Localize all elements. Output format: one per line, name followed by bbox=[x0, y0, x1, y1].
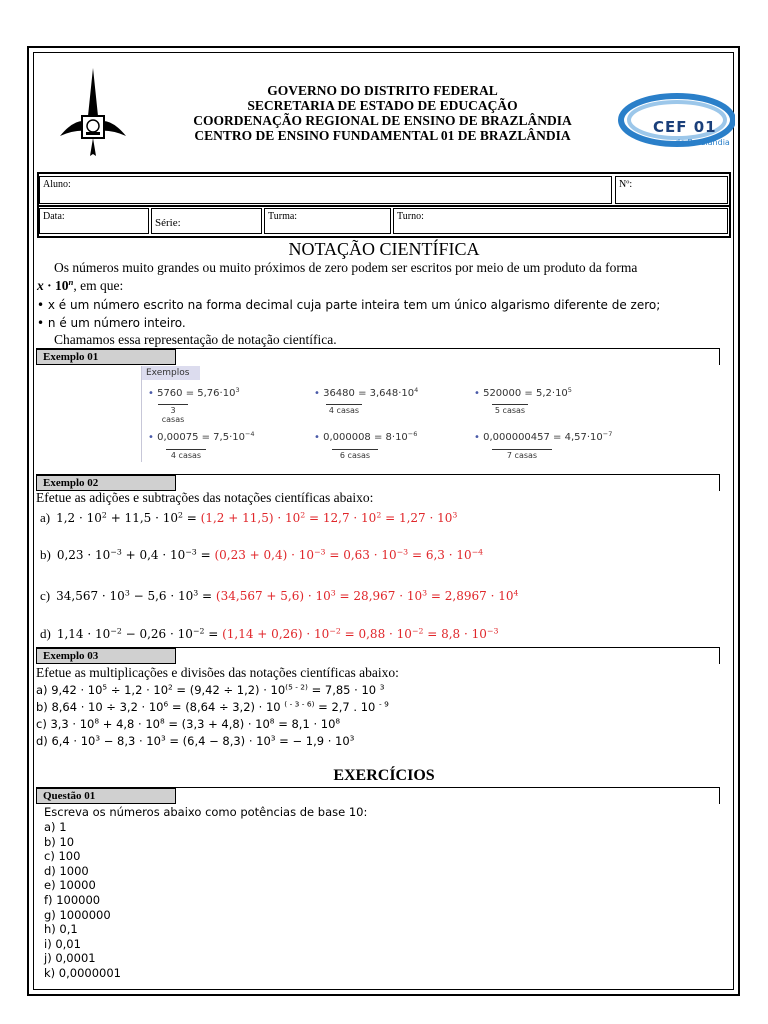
class-field[interactable] bbox=[264, 208, 391, 234]
intro-bullet-1: • x é um número escrito na forma decimal cuja parte inteira tem um único algarismo diferente de zero; bbox=[37, 298, 661, 312]
example-casas-3: 5 casas bbox=[492, 404, 528, 415]
example-item-1: • $5760 = 5,76\cdot 10^3$ bbox=[148, 386, 240, 399]
example-item-2: • $36480 = 3,648\cdot 10^4$ bbox=[314, 386, 419, 399]
example-item-5: • $0,000008 = 8\cdot 10^{-6}$ bbox=[314, 430, 418, 443]
header-line-1: GOVERNO DO DISTRITO FEDERAL bbox=[267, 83, 498, 98]
example-item-3: • $520000 = 5,2\cdot 10^5$ bbox=[474, 386, 572, 399]
example-item-4: • $0,00075 = 7,5\cdot 10^{-4}$ bbox=[148, 430, 255, 443]
header-line-3: COORDENAÇÃO REGIONAL DE ENSINO DE BRAZLÂNDIA bbox=[193, 113, 572, 128]
question-01-bar bbox=[36, 787, 720, 804]
equation-c: c) $34,567 \cdot 10^3 - 5,6 \cdot 10^3 = (34,567 + 5,6) \cdot 10^3 = 28,967 \cdot 10^3 = 2,8967 \cdot 10^4$ bbox=[40, 588, 519, 603]
header-line-4: CENTRO DE ENSINO FUNDAMENTAL 01 DE BRAZLÂNDIA bbox=[194, 128, 571, 143]
example-03-label: Exemplo 03 bbox=[36, 648, 176, 664]
example-casas-5: 6 casas bbox=[332, 449, 378, 460]
list-item: i) 0,01 bbox=[44, 936, 81, 951]
mult-b: b) $8,64 \cdot 10 \div 3,2 \cdot 10^6 = (8,64 \div 3,2) \cdot 10$ $^{( - 3 - 6)}$ = 2,7 . 10 $^{- 9}$ bbox=[36, 699, 389, 714]
example-03-intro: Efetue as multiplicações e divisões das notações científicas abaixo: bbox=[36, 665, 399, 680]
list-item: d) 1000 bbox=[44, 863, 89, 878]
examples-box bbox=[141, 366, 672, 462]
shift-label: Turno: bbox=[397, 211, 424, 222]
example-casas-1: 3 casas bbox=[158, 404, 188, 424]
list-item: g) 1000000 bbox=[44, 907, 111, 922]
example-casas-4: 4 casas bbox=[166, 449, 206, 460]
mult-d: d) $6,4 \cdot 10^3 - 8,3 \cdot 10^3 = (6,4 - 8,3) \cdot 10^3$ = − $1,9 \cdot 10^3$ bbox=[36, 733, 355, 748]
student-number-field[interactable] bbox=[615, 176, 728, 204]
header-line-2: SECRETARIA DE ESTADO DE EDUCAÇÃO bbox=[247, 98, 518, 113]
list-item: h) 0,1 bbox=[44, 922, 78, 937]
school-header bbox=[150, 83, 615, 143]
mult-c: c) $3,3 \cdot 10^8 + 4,8 \cdot 10^8 = (3,3 + 4,8) \cdot 10^8 = 8,1 \cdot 10^8$ bbox=[36, 716, 341, 731]
question-01-text: Escreva os números abaixo como potências de base 10: bbox=[44, 805, 368, 819]
example-02-label: Exemplo 02 bbox=[36, 475, 176, 491]
page-title: NOTAÇÃO CIENTÍFICA bbox=[288, 239, 480, 259]
intro-form-line: $x \cdot 10^n$, em que: bbox=[37, 276, 124, 293]
student-name-field[interactable] bbox=[39, 176, 612, 204]
mult-a: a) $9,42 \cdot 10^5 \div 1,2 \cdot 10^2 = (9,42 \div 1,2) \cdot 10^{(5 - 2)} = 7,85 \cdot 10$ $^3$ bbox=[36, 682, 385, 697]
list-item: f) 100000 bbox=[44, 892, 101, 907]
intro-closing: Chamamos essa representação de notação científica. bbox=[54, 332, 337, 347]
student-number-label: Nº: bbox=[619, 179, 633, 190]
grade-field[interactable] bbox=[151, 208, 262, 234]
question-01-list bbox=[44, 820, 121, 981]
example-casas-6: 7 casas bbox=[492, 449, 552, 460]
list-item: b) 10 bbox=[44, 834, 75, 849]
exercises-title: EXERCÍCIOS bbox=[333, 767, 435, 784]
cef-logo bbox=[615, 92, 735, 152]
examples-heading: Exemplos bbox=[142, 366, 200, 380]
list-item: k) 0,0000001 bbox=[44, 965, 121, 980]
question-01-label: Questão 01 bbox=[36, 788, 176, 804]
example-02-bar bbox=[36, 474, 720, 491]
example-casas-2: 4 casas bbox=[326, 404, 362, 415]
example-01-bar bbox=[36, 348, 720, 365]
shift-field[interactable] bbox=[393, 208, 728, 234]
example-01-label: Exemplo 01 bbox=[36, 349, 176, 365]
intro-paragraph: Os números muito grandes ou muito próximos de zero podem ser escritos por meio de um produto da forma bbox=[54, 260, 638, 275]
logo-text: CEF 01 bbox=[653, 118, 717, 136]
equation-b: b) $0,23 \cdot 10^{-3} + 0,4 \cdot 10^{-3} = (0,23 + 0,4) \cdot 10^{-3} = 0,63 \cdot 10^{-3} = 6,3 \cdot 10^{-4}$ bbox=[40, 547, 484, 562]
gdf-crest-icon bbox=[58, 66, 128, 158]
intro-form-suffix: , em que: bbox=[73, 278, 124, 293]
equation-a: a) $1,2 \cdot 10^2 + 11,5 \cdot 10^2 = (1,2 + 11,5) \cdot 10^2 = 12,7 \cdot 10^2 = 1,27 \cdot 10^3$ bbox=[40, 510, 458, 525]
list-item: e) 10000 bbox=[44, 878, 96, 893]
student-name-label: Aluno: bbox=[43, 179, 71, 190]
date-field[interactable] bbox=[39, 208, 149, 234]
intro-bullet-2: • n é um número inteiro. bbox=[37, 316, 186, 330]
example-03-bar bbox=[36, 647, 720, 664]
list-item: j) 0,0001 bbox=[44, 951, 96, 966]
equation-d: d) $1,14 \cdot 10^{-2} - 0,26 \cdot 10^{-2} = (1,14 + 0,26) \cdot 10^{-2} = 0,88 \cdot 10^{-2} = 8,8 \cdot 10^{-3}$ bbox=[40, 626, 499, 641]
class-label: Turma: bbox=[268, 211, 298, 222]
example-item-6: • $0,000000457 = 4,57\cdot 10^{-7}$ bbox=[474, 430, 613, 443]
list-item: c) 100 bbox=[44, 849, 81, 864]
list-item: a) 1 bbox=[44, 820, 67, 834]
grade-label: Série: bbox=[155, 217, 181, 229]
date-label: Data: bbox=[43, 211, 65, 222]
logo-subtext: de Brazlândia bbox=[675, 138, 730, 147]
example-02-intro: Efetue as adições e subtrações das notações científicas abaixo: bbox=[36, 490, 374, 505]
